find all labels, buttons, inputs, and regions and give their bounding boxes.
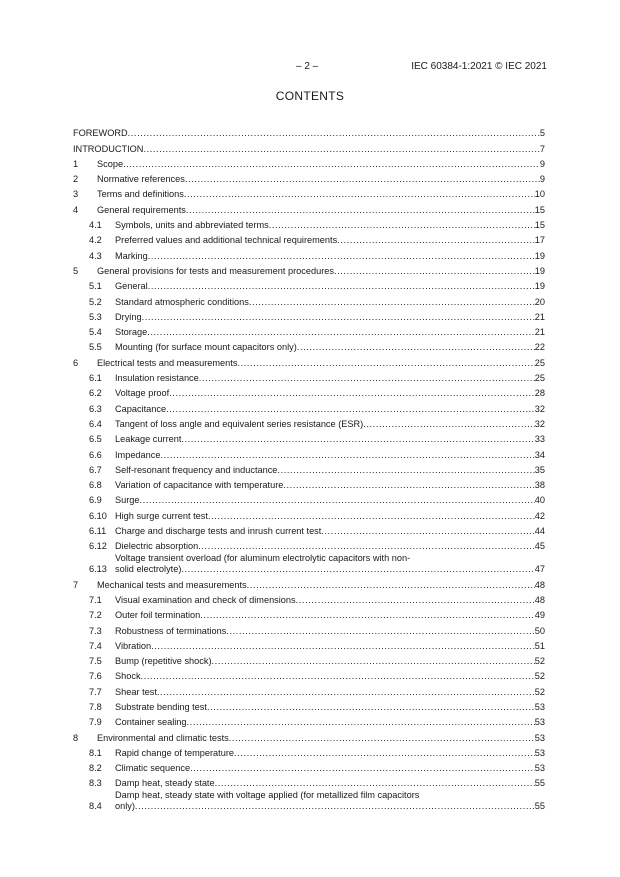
toc-entry[interactable] xyxy=(73,277,545,292)
toc-entry-title: Voltage proof xyxy=(115,388,170,399)
toc-entry-title: High surge current test xyxy=(115,510,208,521)
toc-leader-dots xyxy=(296,595,535,606)
toc-entry-title: Shear test xyxy=(115,686,157,697)
toc-entry[interactable] xyxy=(73,216,545,231)
toc-entry[interactable] xyxy=(73,537,545,552)
toc-entry-title: Preferred values and additional technical requirements xyxy=(115,235,338,246)
toc-entry[interactable] xyxy=(73,200,545,215)
toc-entry[interactable] xyxy=(73,637,545,652)
toc-entry-page: 50 xyxy=(534,625,545,636)
toc-entry-page: 53 xyxy=(534,747,545,758)
toc-entry-number: 8.3 xyxy=(89,778,102,789)
toc-entry-page: 19 xyxy=(534,265,545,276)
document-reference: IEC 60384-1:2021 © IEC 2021 xyxy=(411,61,547,72)
toc-entry[interactable] xyxy=(73,522,545,537)
toc-entry-page: 53 xyxy=(534,763,545,774)
toc-entry-page: 52 xyxy=(534,671,545,682)
toc-entry-page: 20 xyxy=(534,296,545,307)
toc-entry[interactable] xyxy=(73,774,545,789)
toc-entry[interactable] xyxy=(73,445,545,460)
toc-entry-page: 5 xyxy=(539,128,545,139)
toc-entry-number: 6.7 xyxy=(89,464,102,475)
toc-entry-title: Normative references xyxy=(97,174,185,185)
toc-entry-page: 38 xyxy=(534,480,545,491)
toc-entry-title: Mounting (for surface mount capacitors only) xyxy=(115,342,297,353)
toc-entry-number: 6.11 xyxy=(89,526,107,537)
toc-entry[interactable] xyxy=(73,744,545,759)
toc-entry-title: Damp heat, steady state with voltage applied (for metallized film capacitors xyxy=(115,790,420,801)
toc-leader-dots xyxy=(147,327,535,338)
toc-entry-number: 5.2 xyxy=(89,296,102,307)
toc-entry-title: Drying xyxy=(115,311,142,322)
toc-entry-number: 8 xyxy=(73,732,79,743)
toc-entry-page: 15 xyxy=(534,220,545,231)
toc-entry-page: 53 xyxy=(534,717,545,728)
toc-leader-dots xyxy=(199,373,535,384)
toc-entry[interactable] xyxy=(73,667,545,682)
toc-leader-dots xyxy=(151,641,535,652)
toc-leader-dots xyxy=(140,495,535,506)
toc-entry-title: General requirements xyxy=(97,204,186,215)
toc-entry-number: 8.4 xyxy=(89,801,102,812)
toc-entry-number: 7.1 xyxy=(89,594,102,605)
toc-leader-dots xyxy=(187,717,535,728)
toc-leader-dots xyxy=(123,159,540,170)
toc-entry-number: 7.6 xyxy=(89,671,102,682)
toc-entry-title: General provisions for tests and measurement procedures xyxy=(97,265,334,276)
toc-leader-dots xyxy=(166,404,535,415)
toc-entry-title: Visual examination and check of dimensions xyxy=(115,594,296,605)
toc-entry-title: Robustness of terminations xyxy=(115,625,227,636)
toc-entry-page: 51 xyxy=(534,640,545,651)
toc-entry-number: 6.12 xyxy=(89,541,107,552)
toc-entry-number: 7.5 xyxy=(89,656,102,667)
toc-entry[interactable] xyxy=(73,353,545,368)
toc-entry-number: 6.9 xyxy=(89,495,102,506)
toc-entry-title: Bump (repetitive shock) xyxy=(115,656,212,667)
toc-entry[interactable] xyxy=(73,652,545,667)
toc-entry-page: 53 xyxy=(534,701,545,712)
toc-entry[interactable] xyxy=(73,185,545,200)
toc-entry-number: 1 xyxy=(73,158,79,169)
toc-leader-dots xyxy=(321,526,534,537)
toc-leader-dots xyxy=(229,733,535,744)
toc-entry[interactable] xyxy=(73,759,545,774)
toc-entry-title: Shock xyxy=(115,671,141,682)
toc-entry-title: Scope xyxy=(97,158,124,169)
toc-entry-number: 6.2 xyxy=(89,388,102,399)
toc-leader-dots xyxy=(215,778,535,789)
toc-entry[interactable] xyxy=(73,231,545,246)
toc-entry-title: Voltage transient overload (for aluminum electrolytic capacitors with non- xyxy=(115,553,411,564)
toc-entry-number: 5.5 xyxy=(89,342,102,353)
toc-entry[interactable] xyxy=(73,292,545,307)
toc-entry[interactable] xyxy=(73,728,545,743)
toc-entry-number: 7.3 xyxy=(89,625,102,636)
toc-leader-dots xyxy=(143,144,539,155)
toc-entry-number: 5.3 xyxy=(89,311,102,322)
toc-leader-dots xyxy=(247,580,535,591)
toc-leader-dots xyxy=(128,128,540,139)
toc-leader-dots xyxy=(186,205,535,216)
toc-entry-page: 21 xyxy=(534,311,545,322)
toc-leader-dots xyxy=(148,251,535,262)
toc-entry-number: 6.6 xyxy=(89,449,102,460)
toc-entry[interactable] xyxy=(73,399,545,414)
toc-entry[interactable] xyxy=(73,384,545,399)
contents-title: CONTENTS xyxy=(275,89,345,103)
toc-entry-number: 7.2 xyxy=(89,610,102,621)
toc-entry-title: General xyxy=(115,281,148,292)
toc-leader-dots xyxy=(190,763,535,774)
toc-entry-title: Marking xyxy=(115,250,148,261)
toc-leader-dots xyxy=(169,388,535,399)
toc-entry-title: Terms and definitions xyxy=(97,189,184,200)
toc-entry-number: 7.7 xyxy=(89,686,102,697)
toc-entry-number: 2 xyxy=(73,174,79,185)
toc-entry-title: INTRODUCTION xyxy=(73,143,144,154)
toc-entry-page: 10 xyxy=(534,189,545,200)
toc-entry[interactable] xyxy=(73,430,545,445)
toc-entry[interactable] xyxy=(73,415,545,430)
toc-entry-page: 48 xyxy=(534,579,545,590)
toc-entry-number: 4.3 xyxy=(89,250,102,261)
toc-leader-dots xyxy=(363,419,535,430)
toc-entry-number: 6.3 xyxy=(89,403,102,414)
toc-entry-title: Rapid change of temperature xyxy=(115,747,235,758)
toc-leader-dots xyxy=(234,748,535,759)
toc-entry-page: 28 xyxy=(534,388,545,399)
toc-entry-page: 19 xyxy=(534,250,545,261)
toc-leader-dots xyxy=(212,656,535,667)
toc-entry-number: 6.5 xyxy=(89,434,102,445)
toc-entry-number: 5.4 xyxy=(89,327,102,338)
toc-entry-number: 6.13 xyxy=(89,564,107,575)
toc-entry[interactable] xyxy=(73,789,545,812)
toc-leader-dots xyxy=(141,671,535,682)
toc-entry-title: Charge and discharge tests and inrush current test xyxy=(115,526,322,537)
toc-entry[interactable] xyxy=(73,606,545,621)
toc-entry-page: 25 xyxy=(534,373,545,384)
toc-entry-page: 42 xyxy=(534,510,545,521)
toc-entry-title: Insulation resistance xyxy=(115,373,199,384)
toc-entry[interactable] xyxy=(73,170,545,185)
toc-entry-title: Leakage current xyxy=(115,434,182,445)
toc-entry-number: 5.1 xyxy=(89,281,102,292)
toc-leader-dots xyxy=(297,342,535,353)
toc-entry-title: Environmental and climatic tests xyxy=(97,732,229,743)
toc-entry[interactable] xyxy=(73,698,545,713)
toc-entry[interactable] xyxy=(73,308,545,323)
toc-entry-title: Capacitance xyxy=(115,403,167,414)
toc-entry-page: 32 xyxy=(534,403,545,414)
toc-entry[interactable] xyxy=(73,476,545,491)
toc-leader-dots xyxy=(185,174,540,185)
toc-entry-title: Symbols, units and abbreviated terms xyxy=(115,220,269,231)
toc-entry-page: 21 xyxy=(534,327,545,338)
toc-entry-title: Self-resonant frequency and inductance xyxy=(115,464,278,475)
toc-entry[interactable] xyxy=(73,369,545,384)
toc-entry-number: 7.4 xyxy=(89,640,102,651)
toc-entry-page: 45 xyxy=(534,541,545,552)
toc-entry[interactable] xyxy=(73,262,545,277)
toc-leader-dots xyxy=(181,564,534,575)
toc-entry-title: Dielectric absorption xyxy=(115,541,199,552)
toc-entry-page: 25 xyxy=(534,357,545,368)
toc-entry-page: 33 xyxy=(534,434,545,445)
toc-entry[interactable] xyxy=(73,506,545,521)
toc-entry-number: 8.2 xyxy=(89,763,102,774)
toc-entry-number: 5 xyxy=(73,265,79,276)
toc-entry-page: 35 xyxy=(534,464,545,475)
toc-entry-page: 52 xyxy=(534,686,545,697)
toc-leader-dots xyxy=(184,189,535,200)
toc-entry-number: 4.1 xyxy=(89,220,102,231)
toc-entry-title: Variation of capacitance with temperature xyxy=(115,480,284,491)
toc-entry[interactable] xyxy=(73,461,545,476)
toc-leader-dots xyxy=(135,801,535,812)
toc-entry[interactable] xyxy=(73,246,545,261)
toc-leader-dots xyxy=(160,450,534,461)
toc-entry-page: 7 xyxy=(539,143,545,154)
page-header xyxy=(0,61,620,75)
table-of-contents xyxy=(73,124,545,812)
toc-entry[interactable] xyxy=(73,575,545,590)
toc-entry-title-continued: only) xyxy=(115,801,135,812)
toc-entry-title: Storage xyxy=(115,327,148,338)
toc-entry-title: FOREWORD xyxy=(73,128,128,139)
toc-entry-title: Standard atmospheric conditions xyxy=(115,296,249,307)
toc-leader-dots xyxy=(237,358,534,369)
toc-entry[interactable] xyxy=(73,139,545,154)
toc-leader-dots xyxy=(142,312,535,323)
toc-entry-page: 32 xyxy=(534,418,545,429)
toc-entry-title: Electrical tests and measurements xyxy=(97,357,238,368)
toc-entry-page: 15 xyxy=(534,204,545,215)
toc-entry-page: 9 xyxy=(539,158,545,169)
toc-entry-page: 40 xyxy=(534,495,545,506)
toc-entry-page: 55 xyxy=(534,801,545,812)
toc-entry-number: 4 xyxy=(73,204,79,215)
toc-entry[interactable] xyxy=(73,323,545,338)
toc-entry-number: 6.8 xyxy=(89,480,102,491)
toc-entry-number: 6.4 xyxy=(89,418,102,429)
toc-entry-title-continued: solid electrolyte) xyxy=(115,564,182,575)
toc-entry[interactable] xyxy=(73,491,545,506)
toc-entry-number: 6.1 xyxy=(89,373,102,384)
toc-entry-number: 3 xyxy=(73,189,79,200)
toc-entry-title: Surge xyxy=(115,495,140,506)
toc-entry-title: Tangent of loss angle and equivalent series resistance (ESR) xyxy=(115,418,364,429)
toc-entry-number: 7 xyxy=(73,579,79,590)
toc-entry-page: 44 xyxy=(534,526,545,537)
toc-entry[interactable] xyxy=(73,591,545,606)
toc-entry-number: 7.9 xyxy=(89,717,102,728)
toc-entry-title: Mechanical tests and measurements xyxy=(97,579,247,590)
toc-entry-number: 7.8 xyxy=(89,701,102,712)
toc-entry-title: Impedance xyxy=(115,449,161,460)
toc-entry-page: 17 xyxy=(534,235,545,246)
toc-entry-page: 48 xyxy=(534,594,545,605)
page-number: – 2 – xyxy=(296,61,319,72)
toc-entry-title: Damp heat, steady state xyxy=(115,778,215,789)
toc-entry-title: Climatic sequence xyxy=(115,763,191,774)
toc-entry-number: 6.10 xyxy=(89,510,107,521)
toc-entry-title: Substrate bending test xyxy=(115,701,207,712)
toc-entry-page: 55 xyxy=(534,778,545,789)
toc-entry-page: 47 xyxy=(534,564,545,575)
toc-leader-dots xyxy=(334,266,535,277)
toc-entry-page: 22 xyxy=(534,342,545,353)
toc-entry[interactable] xyxy=(73,552,545,575)
toc-entry[interactable] xyxy=(73,338,545,353)
toc-entry-page: 52 xyxy=(534,656,545,667)
toc-entry-title: Outer foil termination xyxy=(115,610,201,621)
toc-entry-title: Vibration xyxy=(115,640,152,651)
toc-entry-page: 53 xyxy=(534,732,545,743)
toc-leader-dots xyxy=(249,297,535,308)
toc-entry[interactable] xyxy=(73,621,545,636)
toc-entry-number: 6 xyxy=(73,357,79,368)
toc-entry[interactable] xyxy=(73,155,545,170)
toc-entry-page: 19 xyxy=(534,281,545,292)
toc-leader-dots xyxy=(148,281,535,292)
toc-entry[interactable] xyxy=(73,682,545,697)
toc-leader-dots xyxy=(226,626,534,637)
toc-entry-page: 9 xyxy=(539,174,545,185)
toc-entry-number: 8.1 xyxy=(89,747,102,758)
toc-leader-dots xyxy=(283,480,534,491)
toc-leader-dots xyxy=(208,511,535,522)
toc-leader-dots xyxy=(337,235,535,246)
toc-entry-page: 34 xyxy=(534,449,545,460)
toc-entry[interactable] xyxy=(73,124,545,139)
toc-entry-number: 4.2 xyxy=(89,235,102,246)
toc-entry[interactable] xyxy=(73,713,545,728)
toc-entry-title: Container sealing xyxy=(115,717,187,728)
toc-leader-dots xyxy=(269,220,535,231)
toc-leader-dots xyxy=(277,465,534,476)
toc-leader-dots xyxy=(157,687,535,698)
toc-leader-dots xyxy=(200,610,534,621)
toc-leader-dots xyxy=(207,702,535,713)
toc-entry-page: 49 xyxy=(534,610,545,621)
toc-leader-dots xyxy=(198,541,535,552)
toc-leader-dots xyxy=(181,434,534,445)
